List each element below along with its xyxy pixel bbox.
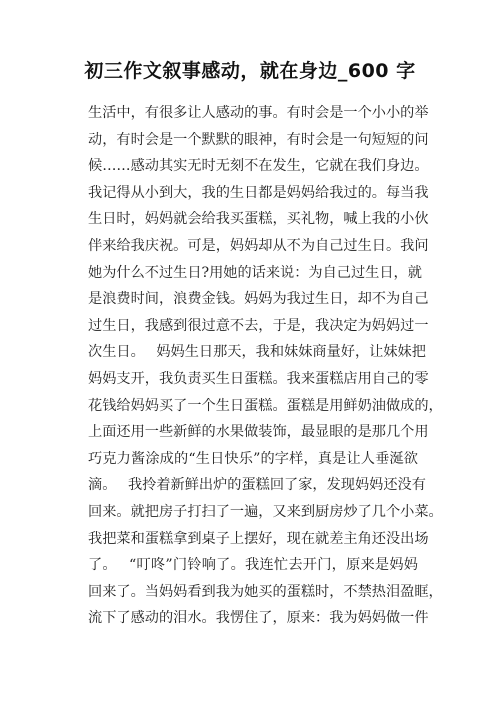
text-line: 生日时，妈妈就会给我买蛋糕，买礼物，喊上我的小伙 — [88, 211, 429, 228]
text-line: 候……感动其实无时无刻不在发生，它就在我们身边。 — [88, 158, 429, 175]
text-line: 生活中，有很多让人感动的事。有时会是一个小小的举 — [88, 105, 429, 121]
text-line: 回来。就把房子打扫了一遍，又来到厨房炒了几个小菜。 — [88, 503, 443, 520]
document-title: 初三作文叙事感动，就在身边_600 字 — [84, 60, 416, 82]
text-line: 巧克力酱涂成的“生日快乐”的字样，真是让人垂涎欲 — [88, 450, 418, 467]
text-line: 次生日。 妈妈生日那天，我和妹妹商量好，让妹妹把 — [88, 344, 426, 361]
text-line: 过生日，我感到很过意不去，于是，我决定为妈妈过一 — [88, 317, 429, 334]
text-line: 伴来给我庆祝。可是，妈妈却从不为自己过生日。我问 — [88, 237, 429, 254]
text-line: 她为什么不过生日?用她的话来说：为自己过生日，就 — [88, 264, 422, 281]
text-line: 我记得从小到大，我的生日都是妈妈给我过的。每当我 — [88, 184, 429, 201]
text-line: 了。 “叮咚”门铃响了。我连忙去开门，原来是妈妈 — [88, 557, 418, 574]
essay-body — [88, 100, 443, 632]
text-line: 花钱给妈妈买了一个生日蛋糕。蛋糕是用鲜奶油做成的， — [88, 397, 443, 414]
text-line: 滴。 我拎着新鲜出炉的蛋糕回了家，发现妈妈还没有 — [88, 477, 426, 494]
text-line: 上面还用一些新鲜的水果做装饰，最显眼的是那几个用 — [88, 424, 429, 441]
text-line: 回来了。当妈妈看到我为她买的蛋糕时，不禁热泪盈眶， — [88, 583, 443, 600]
text-line: 是浪费时间，浪费金钱。妈妈为我过生日，却不为自己 — [88, 291, 429, 308]
text-line: 我把菜和蛋糕拿到桌子上摆好，现在就差主角还没出场 — [88, 530, 429, 547]
text-line: 流下了感动的泪水。我愣住了，原来：我为妈妈做一件 — [88, 610, 429, 627]
text-line: 动，有时会是一个默默的眼神，有时会是一句短短的问 — [88, 131, 429, 148]
text-line: 妈妈支开，我负责买生日蛋糕。我来蛋糕店用自己的零 — [88, 370, 429, 387]
